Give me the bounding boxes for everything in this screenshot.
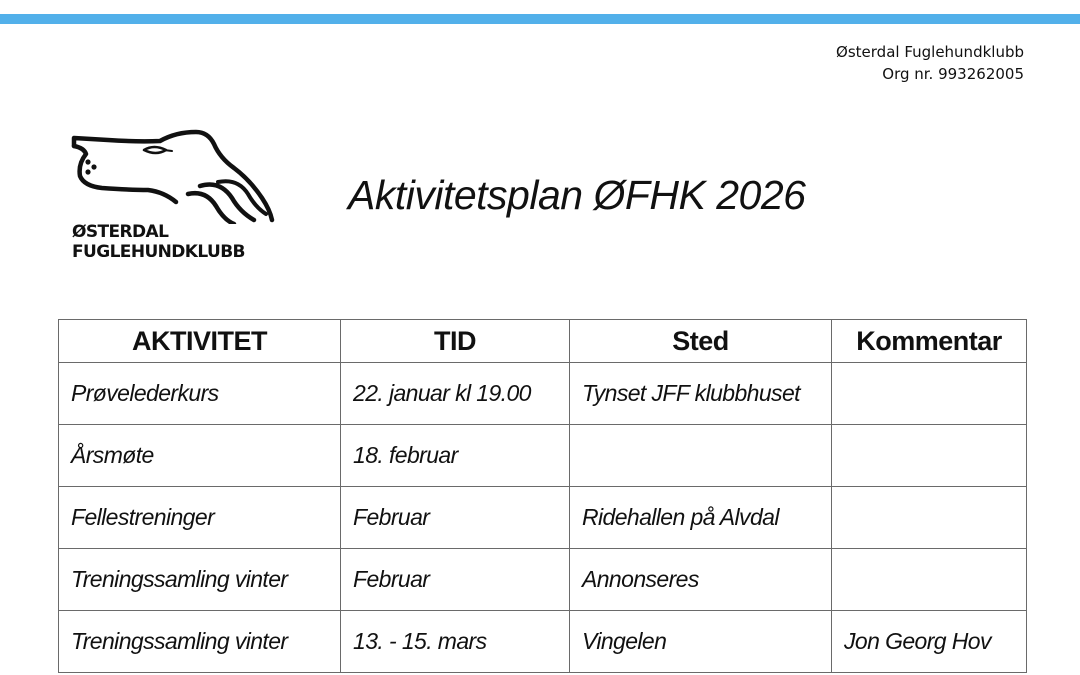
logo-wordmark — [72, 222, 245, 262]
header-accent-bar — [0, 14, 1080, 24]
logo-line-1: ØSTERDAL — [72, 222, 169, 242]
page-title: Aktivitetsplan ØFHK 2026 — [348, 172, 806, 218]
logo-line-2: FUGLEHUNDKLUBB — [72, 242, 245, 262]
cell-time: Februar — [341, 487, 570, 549]
org-name: Østerdal Fuglehundklubb — [836, 43, 1024, 61]
column-header-comment: Kommentar — [832, 320, 1027, 363]
table-row — [59, 549, 1027, 611]
cell-time: Februar — [341, 549, 570, 611]
column-header-time: TID — [341, 320, 570, 363]
cell-place: Vingelen — [570, 611, 832, 673]
org-header — [836, 41, 1024, 85]
activity-table — [58, 319, 1027, 673]
cell-comment: Jon Georg Hov — [832, 611, 1027, 673]
cell-comment — [832, 487, 1027, 549]
cell-time: 18. februar — [341, 425, 570, 487]
cell-comment — [832, 425, 1027, 487]
cell-place: Tynset JFF klubbhuset — [570, 363, 832, 425]
cell-activity: Prøvelederkurs — [59, 363, 341, 425]
table-row — [59, 425, 1027, 487]
cell-comment — [832, 363, 1027, 425]
cell-place — [570, 425, 832, 487]
cell-place: Ridehallen på Alvdal — [570, 487, 832, 549]
setter-dog-head-icon — [68, 124, 284, 224]
cell-comment — [832, 549, 1027, 611]
table-header-row — [59, 320, 1027, 363]
cell-time: 22. januar kl 19.00 — [341, 363, 570, 425]
table-row — [59, 363, 1027, 425]
cell-activity: Fellestreninger — [59, 487, 341, 549]
table-row — [59, 611, 1027, 673]
cell-activity: Treningssamling vinter — [59, 611, 341, 673]
cell-activity: Treningssamling vinter — [59, 549, 341, 611]
column-header-place: Sted — [570, 320, 832, 363]
cell-time: 13. - 15. mars — [341, 611, 570, 673]
club-logo — [68, 124, 284, 274]
table-row — [59, 487, 1027, 549]
cell-activity: Årsmøte — [59, 425, 341, 487]
cell-place: Annonseres — [570, 549, 832, 611]
org-number: Org nr. 993262005 — [882, 65, 1024, 83]
column-header-activity: AKTIVITET — [59, 320, 341, 363]
